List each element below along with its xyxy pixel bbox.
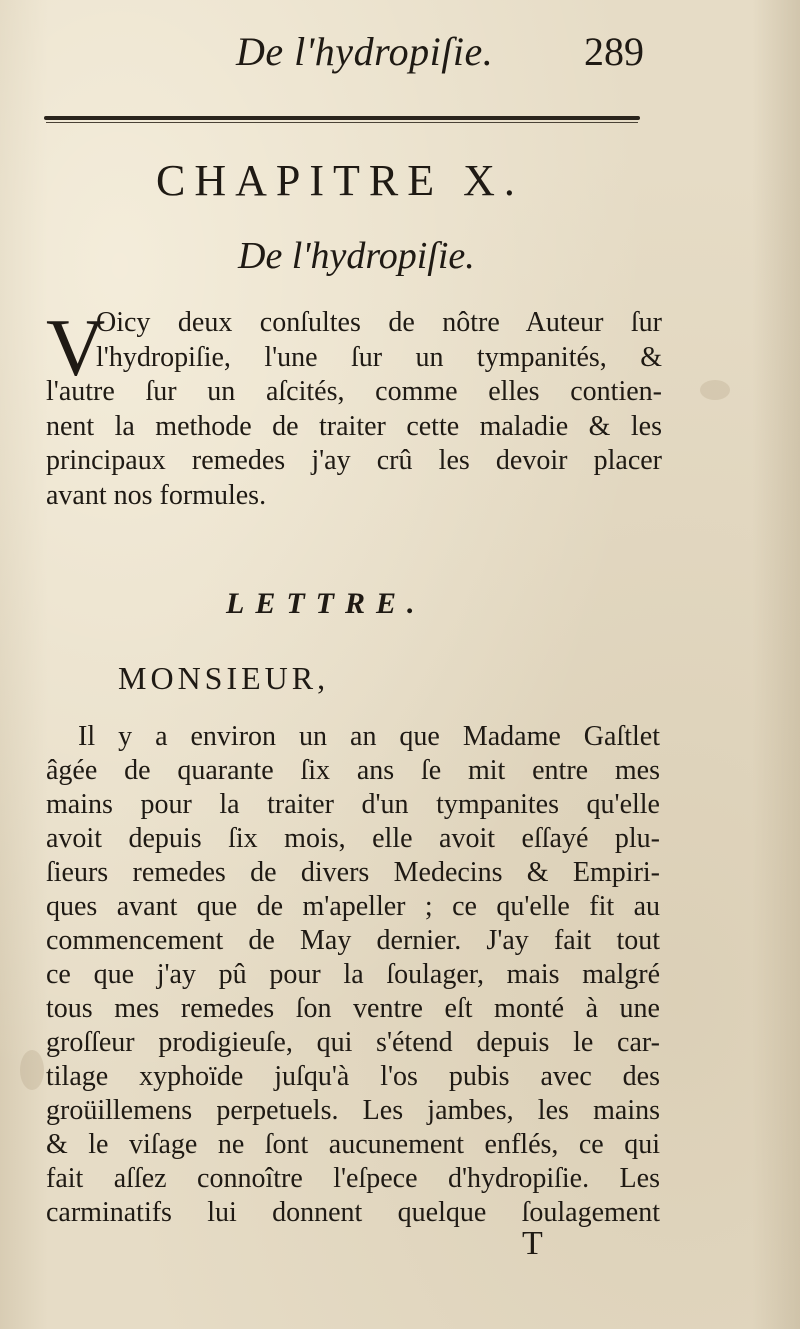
letter-line: mains pour la traiter d'un tympanites qu'elle <box>46 789 660 820</box>
chapter-subtitle: De l'hydropiſie. <box>238 235 475 277</box>
paper-stain <box>700 380 730 400</box>
letter-line: tilage xyphoïde juſqu'à l'os pubis avec des <box>46 1061 660 1092</box>
intro-line: l'hydropiſie, l'une ſur un tympanités, & <box>96 341 662 373</box>
letter-line: carminatifs lui donnent quelque ſoulagement <box>46 1197 660 1228</box>
letter-line: commencement de May dernier. J'ay fait tout <box>46 925 660 956</box>
intro-line: nent la methode de traiter cette maladie & les <box>46 410 662 442</box>
rule-thick-line <box>44 116 640 120</box>
letter-line: ce que j'ay pû pour la ſoulager, mais malgré <box>46 959 660 990</box>
letter-line: avoit depuis ſix mois, elle avoit eſſayé plu- <box>46 823 660 854</box>
catchword: T <box>522 1225 543 1262</box>
intro-line: Oicy deux conſultes de nôtre Auteur ſur <box>96 307 662 338</box>
running-head <box>0 24 800 80</box>
page-number: 289 <box>584 29 644 74</box>
letter-line: ſieurs remedes de divers Medecins & Empiri- <box>46 857 660 888</box>
intro-paragraph <box>46 302 662 513</box>
letter-line: âgée de quarante ſix ans ſe mit entre mes <box>46 755 660 786</box>
letter-line: groüillemens perpetuels. Les jambes, les mains <box>46 1095 660 1126</box>
chapter-rule <box>44 114 640 124</box>
paper-stain <box>20 1050 44 1090</box>
letter-line: tous mes remedes ſon ventre eſt monté à une <box>46 993 660 1024</box>
intro-line: l'autre ſur un aſcités, comme elles contien- <box>46 376 662 407</box>
running-head-title: De l'hydropiſie. <box>236 29 494 74</box>
intro-line: principaux remedes j'ay crû les devoir placer <box>46 445 662 476</box>
drop-cap: V <box>46 302 106 393</box>
letter-line: & le viſage ne ſont aucunement enflés, ce qui <box>46 1129 660 1160</box>
letter-line: ques avant que de m'apeller ; ce qu'elle fit au <box>46 891 660 922</box>
intro-line: avant nos formules. <box>46 479 267 511</box>
letter-line: fait aſſez connoître l'eſpece d'hydropiſie. Les <box>46 1163 660 1194</box>
chapter-title: CHAPITRE X. <box>156 156 524 205</box>
letter-heading: LETTRE. <box>226 587 426 620</box>
letter-body <box>46 720 660 1230</box>
letter-salutation: MONSIEUR, <box>118 660 330 696</box>
rule-thin-line <box>46 122 638 123</box>
letter-line: groſſeur prodigieuſe, qui s'étend depuis le car- <box>46 1027 660 1058</box>
letter-line: Il y a environ un an que Madame Gaſtlet <box>78 721 660 752</box>
